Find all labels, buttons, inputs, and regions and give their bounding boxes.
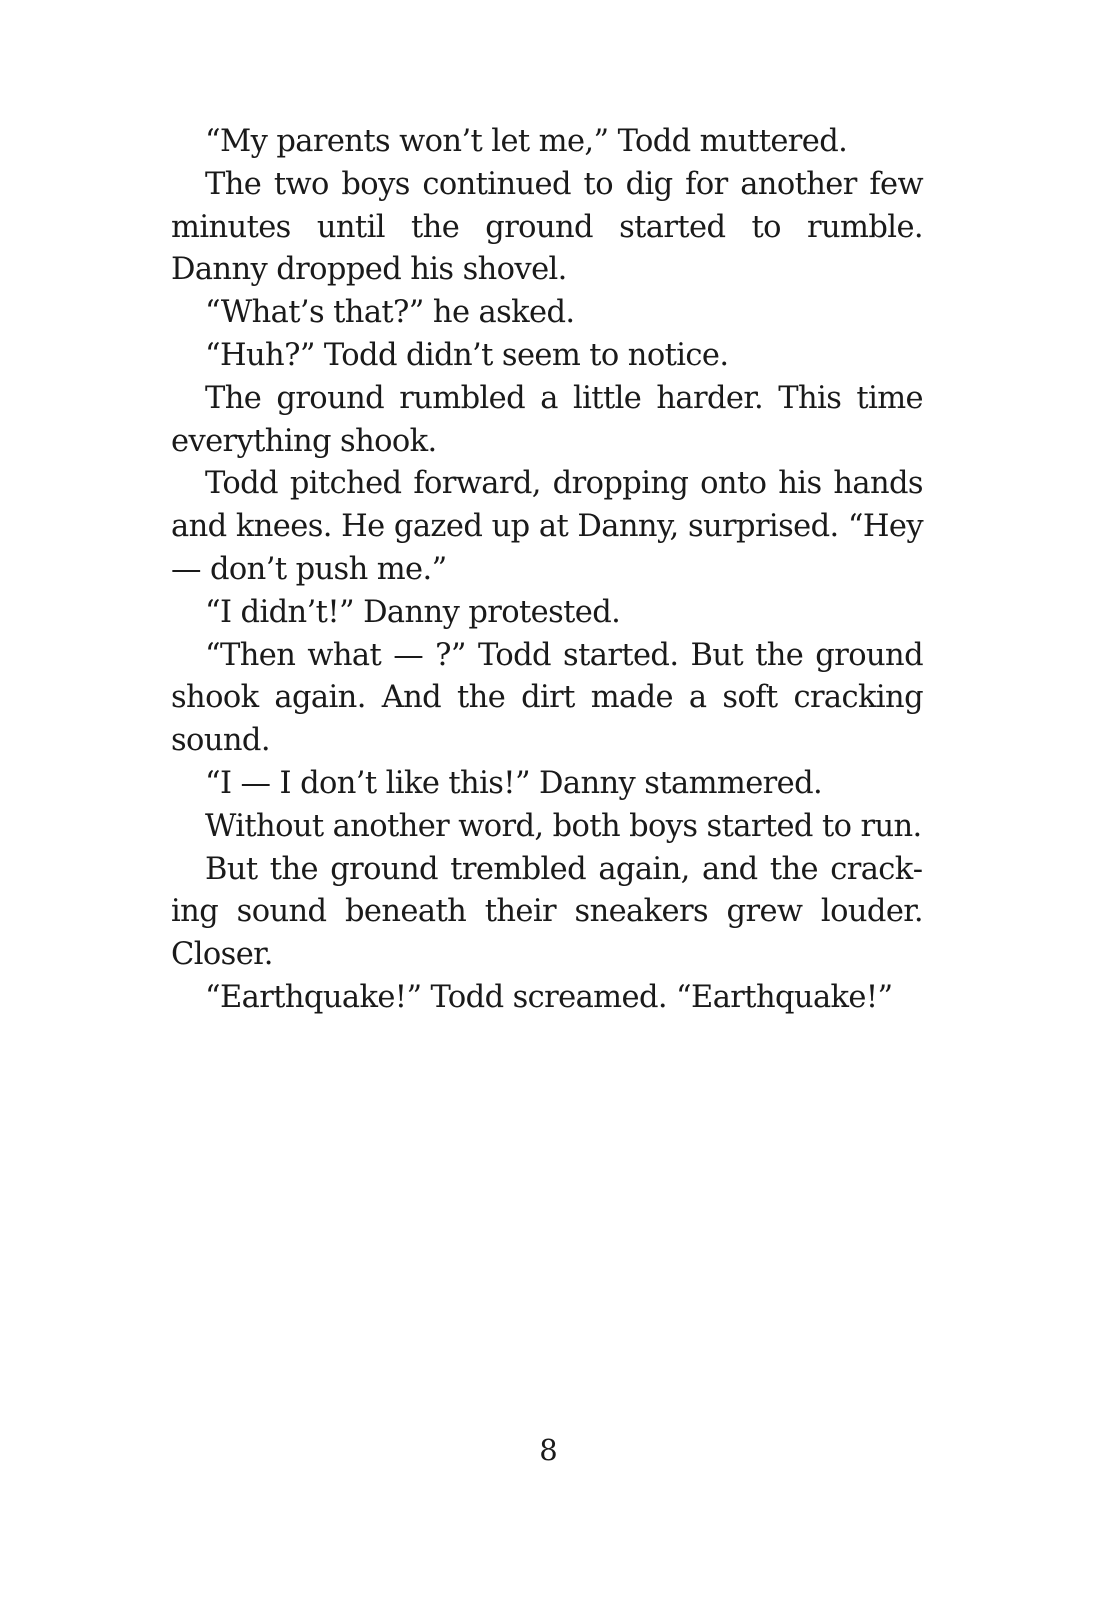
story-text	[171, 121, 923, 1020]
paragraph: Without another word, both boys started to run.	[205, 808, 922, 844]
paragraph: “I didn’t!” Danny protested.	[205, 594, 621, 630]
paragraph: “Earthquake!” Todd screamed. “Earthquake!”	[205, 979, 893, 1015]
paragraph: But the ground trembled again, and the cracking sound beneath their sneakers grew louder. Closer.	[171, 851, 923, 973]
paragraph: “What’s that?” he asked.	[205, 295, 575, 331]
paragraph: “Then what — ?” Todd started. But the ground shook again. And the dirt made a soft cracking sound.	[171, 637, 923, 759]
paragraph: “Huh?” Todd didn’t seem to notice.	[205, 337, 729, 373]
paragraph: “I — I don’t like this!” Danny stammered.	[205, 765, 823, 801]
paragraph: “My parents won’t let me,” Todd muttered.	[205, 124, 848, 159]
paragraph: The two boys continued to dig for another few minutes until the ground started to rumble. Danny dropped his shovel.	[171, 166, 923, 288]
paragraph: The ground rumbled a little harder. This time everything shook.	[171, 380, 923, 459]
page-number: 8	[539, 1433, 558, 1467]
paragraph: Todd pitched forward, dropping onto his hands and knees. He gazed up at Danny, surprised. “Hey — don’t push me.”	[171, 466, 923, 587]
